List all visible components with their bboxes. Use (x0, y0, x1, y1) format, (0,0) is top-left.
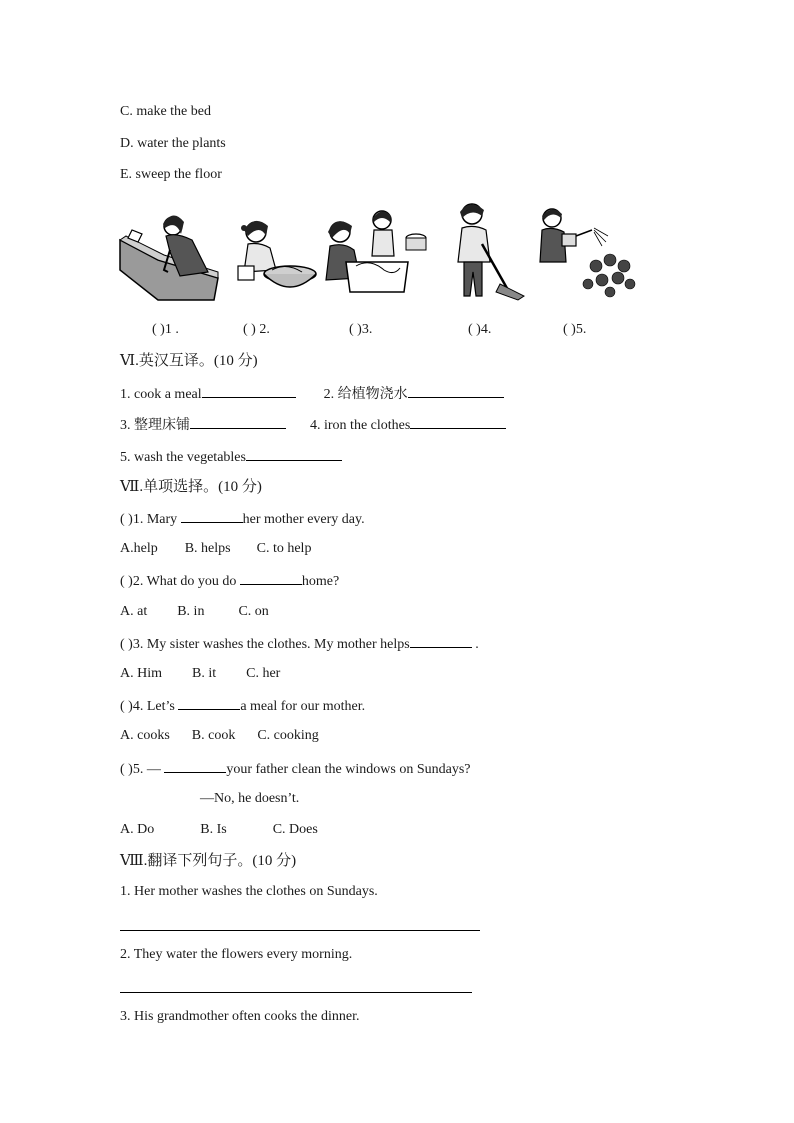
answer-paren[interactable]: ( ) (120, 574, 133, 589)
option-c: C. Does (272, 822, 318, 837)
answer-paren[interactable]: ( ) (120, 699, 133, 714)
answer-blank[interactable] (410, 414, 506, 429)
section-8-q1: 1. Her mother washes the clothes on Sundays. (120, 884, 378, 899)
answer-blank[interactable] (408, 383, 504, 398)
section-7-options-3 (120, 664, 280, 684)
section-6-row-3 (120, 446, 342, 468)
woman-making-bed-icon (118, 200, 222, 304)
section-7-question-1 (120, 508, 365, 530)
section-7-reply-5: —No, he doesn’t. (200, 791, 300, 806)
section-7-options-5 (120, 820, 318, 840)
section-6-q3: 3. 整理床铺 (120, 418, 190, 433)
section-6-q2: 2. 给植物浇水 (323, 387, 408, 402)
section-8-q2: 2. They water the flowers every morning. (120, 947, 353, 962)
question-text: 3. My sister washes the clothes. My mother helps (132, 637, 410, 652)
section-7-question-5 (120, 758, 471, 780)
section-7-options-2 (120, 602, 269, 622)
option-a: A.help (120, 541, 158, 556)
answer-blank[interactable] (164, 758, 226, 773)
section-6-title: Ⅵ.英汉互译。(10 分) (120, 353, 258, 369)
answer-blank[interactable] (410, 633, 472, 648)
answer-blank[interactable] (240, 570, 302, 585)
section-7-question-2 (120, 570, 339, 592)
question-text: home? (301, 574, 340, 589)
option-b: B. in (177, 604, 205, 619)
option-c: C. on (238, 604, 269, 619)
question-text: 5. — (132, 762, 165, 777)
option-b: B. helps (184, 541, 231, 556)
chores-pictures (118, 200, 638, 308)
option-c: C. her (246, 666, 281, 681)
section-6-q5: 5. wash the vegetables (120, 450, 246, 465)
answer-slot-3[interactable]: ( )3. (349, 322, 373, 337)
section-6-row-1 (120, 383, 504, 405)
boy-sweeping-floor-icon (438, 200, 532, 304)
section-8-title: Ⅷ.翻译下列句子。(10 分) (120, 853, 297, 869)
question-text: 2. What do you do (132, 574, 240, 589)
answer-blank[interactable] (202, 383, 296, 398)
option-b: B. cook (191, 728, 236, 743)
answer-line-1[interactable] (120, 930, 480, 931)
man-watering-plants-icon (538, 200, 638, 304)
answer-blank[interactable] (181, 508, 243, 523)
section-7-question-4 (120, 695, 365, 717)
answer-blank[interactable] (178, 695, 240, 710)
answer-paren[interactable]: ( ) (120, 762, 133, 777)
section-7-options-4 (120, 726, 319, 746)
answer-slot-4[interactable]: ( )4. (468, 322, 492, 337)
answer-slot-2[interactable]: ( ) 2. (243, 322, 270, 337)
option-d: D. water the plants (120, 136, 226, 151)
mother-and-boy-washing-dishes-icon (320, 200, 432, 304)
answer-blank[interactable] (246, 446, 342, 461)
option-e: E. sweep the floor (120, 167, 222, 182)
answer-line-2[interactable] (120, 992, 472, 993)
section-6-row-2 (120, 414, 506, 436)
question-text: your father clean the windows on Sundays? (226, 762, 471, 777)
section-7-title: Ⅶ.单项选择。(10 分) (120, 479, 262, 495)
section-7-options-1 (120, 539, 311, 559)
option-a: A. at (120, 604, 148, 619)
option-c: C. cooking (257, 728, 319, 743)
answer-paren[interactable]: ( ) (120, 512, 133, 527)
section-6-q4: 4. iron the clothes (310, 418, 411, 433)
option-c: C. make the bed (120, 104, 211, 119)
answer-slot-5[interactable]: ( )5. (563, 322, 587, 337)
question-text: a meal for our mother. (240, 699, 366, 714)
section-7-question-3 (120, 633, 479, 655)
option-c: C. to help (256, 541, 312, 556)
option-a: A. cooks (120, 728, 170, 743)
section-8-q3: 3. His grandmother often cooks the dinner. (120, 1009, 360, 1024)
question-text: 4. Let’s (132, 699, 179, 714)
question-text: her mother every day. (242, 512, 365, 527)
answer-slot-1[interactable]: ( )1 . (152, 322, 179, 337)
option-b: B. it (192, 666, 217, 681)
option-b: B. Is (200, 822, 227, 837)
option-a: A. Him (120, 666, 162, 681)
option-a: A. Do (120, 822, 155, 837)
answer-paren[interactable]: ( ) (120, 637, 133, 652)
answer-blank[interactable] (190, 414, 286, 429)
question-text: . (471, 637, 479, 652)
girl-washing-clothes-icon (226, 200, 318, 304)
question-text: 1. Mary (132, 512, 181, 527)
section-6-q1: 1. cook a meal (120, 387, 202, 402)
